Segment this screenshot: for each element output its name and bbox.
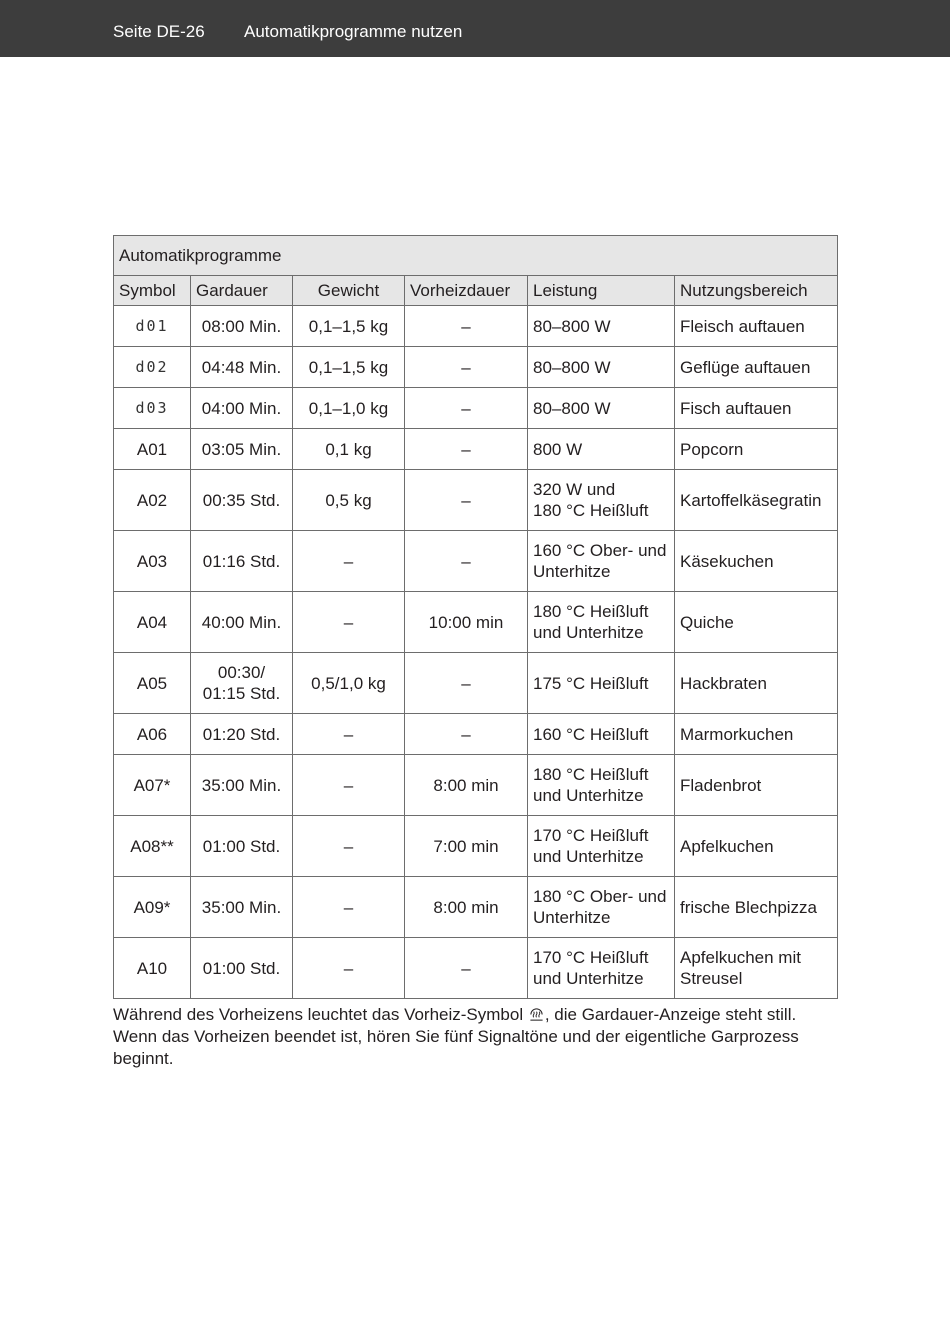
cell-symbol — [114, 347, 191, 388]
cell-gardauer — [191, 816, 293, 877]
cell-vorheizdauer-text: 8:00 min — [433, 897, 499, 917]
cell-vorheizdauer — [405, 388, 528, 429]
cell-nutzungsbereich — [675, 816, 838, 877]
cell-leistung-line: 160 °C Ober- und — [533, 541, 667, 560]
table-row — [114, 714, 838, 755]
cell-gewicht-text: – — [343, 775, 354, 795]
cell-vorheizdauer-text: 7:00 min — [433, 836, 499, 856]
cell-nutzungsbereich — [675, 653, 838, 714]
cell-gardauer-line: 00:35 Std. — [202, 490, 281, 510]
cell-gewicht — [293, 653, 405, 714]
cell-gewicht-text: – — [343, 724, 354, 744]
cell-gewicht-text: 0,1–1,0 kg — [308, 398, 389, 418]
table-row — [114, 306, 838, 347]
cell-symbol-text: d03 — [135, 399, 169, 417]
cell-gewicht-text: – — [343, 836, 354, 856]
page-number: Seite DE-26 — [113, 22, 205, 41]
cell-vorheizdauer-text: – — [461, 316, 471, 336]
cell-gardauer — [191, 306, 293, 347]
cell-leistung-line: und Unterhitze — [533, 623, 644, 642]
table-row — [114, 877, 838, 938]
cell-gewicht — [293, 347, 405, 388]
table-header-row — [114, 276, 838, 306]
table-title: Automatikprogramme — [114, 236, 838, 276]
cell-nutzungsbereich — [675, 470, 838, 531]
cell-leistung-line: und Unterhitze — [533, 786, 644, 805]
cell-symbol-text: d02 — [135, 358, 169, 376]
cell-vorheizdauer — [405, 877, 528, 938]
cell-gewicht — [293, 938, 405, 999]
cell-symbol-text: A08** — [130, 836, 174, 856]
cell-nutzungsbereich — [675, 938, 838, 999]
table-row — [114, 347, 838, 388]
cell-gewicht-text: – — [343, 958, 354, 978]
cell-vorheizdauer — [405, 470, 528, 531]
cell-nutzungsbereich-line: Apfelkuchen — [680, 836, 774, 856]
table-row — [114, 592, 838, 653]
cell-leistung — [528, 470, 675, 531]
cell-nutzungsbereich-line: Fleisch auftauen — [680, 316, 805, 336]
cell-symbol — [114, 755, 191, 816]
cell-leistung-line: 180 °C Heißluft — [533, 501, 649, 520]
cell-nutzungsbereich — [675, 388, 838, 429]
cell-nutzungsbereich-line: Geflüge auftauen — [680, 357, 811, 377]
cell-nutzungsbereich-line: frische Blechpizza — [680, 897, 818, 917]
section-title: Automatikprogramme nutzen — [244, 22, 463, 41]
cell-gardauer — [191, 388, 293, 429]
cell-nutzungsbereich-line: Fladenbrot — [680, 775, 762, 795]
cell-vorheizdauer — [405, 938, 528, 999]
column-header-gardauer: Gardauer — [191, 276, 293, 306]
cell-gardauer — [191, 877, 293, 938]
cell-leistung — [528, 755, 675, 816]
cell-vorheizdauer-text: 10:00 min — [428, 612, 504, 632]
cell-vorheizdauer-text: – — [461, 551, 471, 571]
cell-gewicht-text: 0,1–1,5 kg — [308, 316, 389, 336]
cell-gardauer-line: 04:00 Min. — [201, 398, 282, 418]
cell-gewicht-text: 0,5/1,0 kg — [311, 673, 386, 693]
cell-gewicht — [293, 429, 405, 470]
cell-gewicht — [293, 755, 405, 816]
cell-gardauer-line: 01:20 Std. — [202, 724, 281, 744]
cell-vorheizdauer — [405, 531, 528, 592]
cell-gardauer — [191, 592, 293, 653]
cell-symbol-text: A01 — [136, 439, 168, 459]
cell-gardauer — [191, 531, 293, 592]
cell-gewicht — [293, 470, 405, 531]
cell-leistung — [528, 653, 675, 714]
cell-symbol-text: A06 — [136, 724, 168, 744]
cell-gewicht — [293, 816, 405, 877]
cell-leistung-line: 175 °C Heißluft — [533, 673, 649, 693]
cell-symbol-text: A05 — [136, 673, 168, 693]
cell-nutzungsbereich-line: Popcorn — [680, 439, 744, 459]
cell-gewicht-text: – — [343, 551, 354, 571]
cell-gewicht — [293, 531, 405, 592]
cell-gewicht — [293, 877, 405, 938]
cell-gewicht-text: – — [343, 612, 354, 632]
preheat-note — [113, 1004, 843, 1070]
cell-symbol — [114, 714, 191, 755]
cell-gewicht — [293, 306, 405, 347]
cell-nutzungsbereich-line: Quiche — [680, 612, 734, 632]
cell-nutzungsbereich-line: Käsekuchen — [680, 551, 774, 571]
table-row — [114, 388, 838, 429]
cell-vorheizdauer — [405, 429, 528, 470]
cell-symbol — [114, 816, 191, 877]
cell-gewicht-text: 0,1–1,5 kg — [308, 357, 389, 377]
column-header-symbol: Symbol — [114, 276, 191, 306]
cell-vorheizdauer-text: – — [461, 398, 471, 418]
cell-nutzungsbereich-line: Streusel — [680, 969, 743, 988]
table-row — [114, 653, 838, 714]
cell-vorheizdauer — [405, 714, 528, 755]
cell-leistung — [528, 531, 675, 592]
note-text-before: Während des Vorheizens leuchtet das Vorheiz-Symbol — [113, 1005, 528, 1024]
cell-leistung — [528, 592, 675, 653]
cell-symbol — [114, 429, 191, 470]
cell-leistung-line: 180 °C Heißluft — [533, 602, 649, 621]
cell-vorheizdauer — [405, 306, 528, 347]
cell-leistung — [528, 306, 675, 347]
cell-gardauer-line: 08:00 Min. — [201, 316, 282, 336]
column-header-vorheizdauer: Vorheizdauer — [405, 276, 528, 306]
cell-symbol-text: A07* — [133, 775, 171, 795]
cell-gewicht-text: 0,5 kg — [325, 490, 372, 510]
cell-leistung-line: 170 °C Heißluft — [533, 826, 649, 845]
cell-nutzungsbereich-line: Hackbraten — [680, 673, 767, 693]
cell-symbol — [114, 470, 191, 531]
cell-leistung-line: und Unterhitze — [533, 847, 644, 866]
cell-nutzungsbereich-line: Fisch auftauen — [680, 398, 792, 418]
table-row — [114, 531, 838, 592]
cell-symbol-text: A10 — [136, 958, 168, 978]
cell-nutzungsbereich — [675, 877, 838, 938]
table-title-row — [114, 236, 838, 276]
cell-vorheizdauer-text: – — [461, 357, 471, 377]
cell-vorheizdauer-text: – — [461, 490, 471, 510]
column-header-leistung: Leistung — [528, 276, 675, 306]
cell-vorheizdauer — [405, 347, 528, 388]
cell-vorheizdauer — [405, 653, 528, 714]
cell-gardauer-line: 01:15 Std. — [202, 684, 281, 703]
cell-vorheizdauer-text: – — [461, 439, 471, 459]
cell-leistung-line: und Unterhitze — [533, 969, 644, 988]
note-text-after: , die Gardauer-Anzeige steht still. Wenn das Vorheizen beendet ist, hören Sie fünf Signaltöne und der eigentliche Garprozess beginnt. — [113, 1005, 799, 1068]
cell-nutzungsbereich-line: Marmorkuchen — [680, 724, 794, 744]
cell-nutzungsbereich — [675, 592, 838, 653]
cell-leistung-line: Unterhitze — [533, 908, 611, 927]
cell-leistung — [528, 429, 675, 470]
cell-symbol — [114, 653, 191, 714]
cell-leistung — [528, 714, 675, 755]
cell-gewicht-text: 0,1 kg — [325, 439, 372, 459]
cell-gardauer — [191, 429, 293, 470]
cell-gardauer-line: 01:00 Std. — [202, 958, 281, 978]
automatic-programs-table — [113, 235, 838, 999]
table-row — [114, 429, 838, 470]
cell-vorheizdauer-text: – — [461, 958, 471, 978]
cell-nutzungsbereich-line: Kartoffelkäsegratin — [680, 490, 822, 510]
cell-gewicht — [293, 592, 405, 653]
table-row — [114, 938, 838, 999]
cell-gewicht-text: – — [343, 897, 354, 917]
cell-symbol-text: A04 — [136, 612, 168, 632]
cell-gardauer-line: 01:16 Std. — [202, 551, 281, 571]
cell-leistung — [528, 938, 675, 999]
cell-nutzungsbereich — [675, 755, 838, 816]
cell-leistung-line: 170 °C Heißluft — [533, 948, 649, 967]
cell-leistung — [528, 347, 675, 388]
cell-gardauer-line: 01:00 Std. — [202, 836, 281, 856]
cell-gardauer — [191, 470, 293, 531]
cell-gardauer — [191, 755, 293, 816]
cell-nutzungsbereich — [675, 347, 838, 388]
cell-leistung-line: 800 W — [533, 439, 583, 459]
table-row — [114, 755, 838, 816]
cell-symbol-text: A03 — [136, 551, 168, 571]
page-header — [0, 0, 950, 57]
cell-vorheizdauer-text: 8:00 min — [433, 775, 499, 795]
cell-gardauer-line: 03:05 Min. — [201, 439, 282, 459]
cell-symbol — [114, 938, 191, 999]
cell-gardauer — [191, 347, 293, 388]
cell-symbol — [114, 531, 191, 592]
preheat-icon — [529, 1007, 544, 1022]
cell-symbol-text: A02 — [136, 490, 168, 510]
cell-leistung-line: 80–800 W — [533, 357, 611, 377]
cell-gardauer — [191, 653, 293, 714]
cell-leistung-line: 320 W und — [533, 480, 616, 499]
cell-vorheizdauer-text: – — [461, 724, 471, 744]
cell-nutzungsbereich — [675, 429, 838, 470]
cell-symbol — [114, 592, 191, 653]
cell-gardauer-line: 04:48 Min. — [201, 357, 282, 377]
cell-gewicht — [293, 714, 405, 755]
cell-gardauer — [191, 938, 293, 999]
table-row — [114, 470, 838, 531]
cell-symbol — [114, 388, 191, 429]
cell-leistung — [528, 816, 675, 877]
cell-nutzungsbereich-line: Apfelkuchen mit — [680, 948, 801, 967]
cell-leistung-line: 160 °C Heißluft — [533, 724, 649, 744]
column-header-gewicht: Gewicht — [293, 276, 405, 306]
cell-symbol — [114, 877, 191, 938]
cell-vorheizdauer — [405, 592, 528, 653]
cell-symbol-text: d01 — [135, 317, 169, 335]
cell-vorheizdauer — [405, 816, 528, 877]
cell-symbol — [114, 306, 191, 347]
cell-leistung-line: 180 °C Ober- und — [533, 887, 667, 906]
cell-gardauer-line: 00:30/ — [217, 663, 266, 682]
cell-gardauer — [191, 714, 293, 755]
cell-vorheizdauer — [405, 755, 528, 816]
cell-nutzungsbereich — [675, 306, 838, 347]
cell-gewicht — [293, 388, 405, 429]
cell-leistung-line: 80–800 W — [533, 398, 611, 418]
column-header-nutzungsbereich: Nutzungsbereich — [675, 276, 838, 306]
cell-symbol-text: A09* — [133, 897, 171, 917]
cell-nutzungsbereich — [675, 531, 838, 592]
cell-vorheizdauer-text: – — [461, 673, 471, 693]
cell-leistung — [528, 877, 675, 938]
table-row — [114, 816, 838, 877]
cell-nutzungsbereich — [675, 714, 838, 755]
cell-leistung-line: Unterhitze — [533, 562, 611, 581]
cell-leistung-line: 80–800 W — [533, 316, 611, 336]
cell-leistung — [528, 388, 675, 429]
cell-gardauer-line: 40:00 Min. — [201, 612, 282, 632]
cell-gardauer-line: 35:00 Min. — [201, 897, 282, 917]
cell-gardauer-line: 35:00 Min. — [201, 775, 282, 795]
cell-leistung-line: 180 °C Heißluft — [533, 765, 649, 784]
